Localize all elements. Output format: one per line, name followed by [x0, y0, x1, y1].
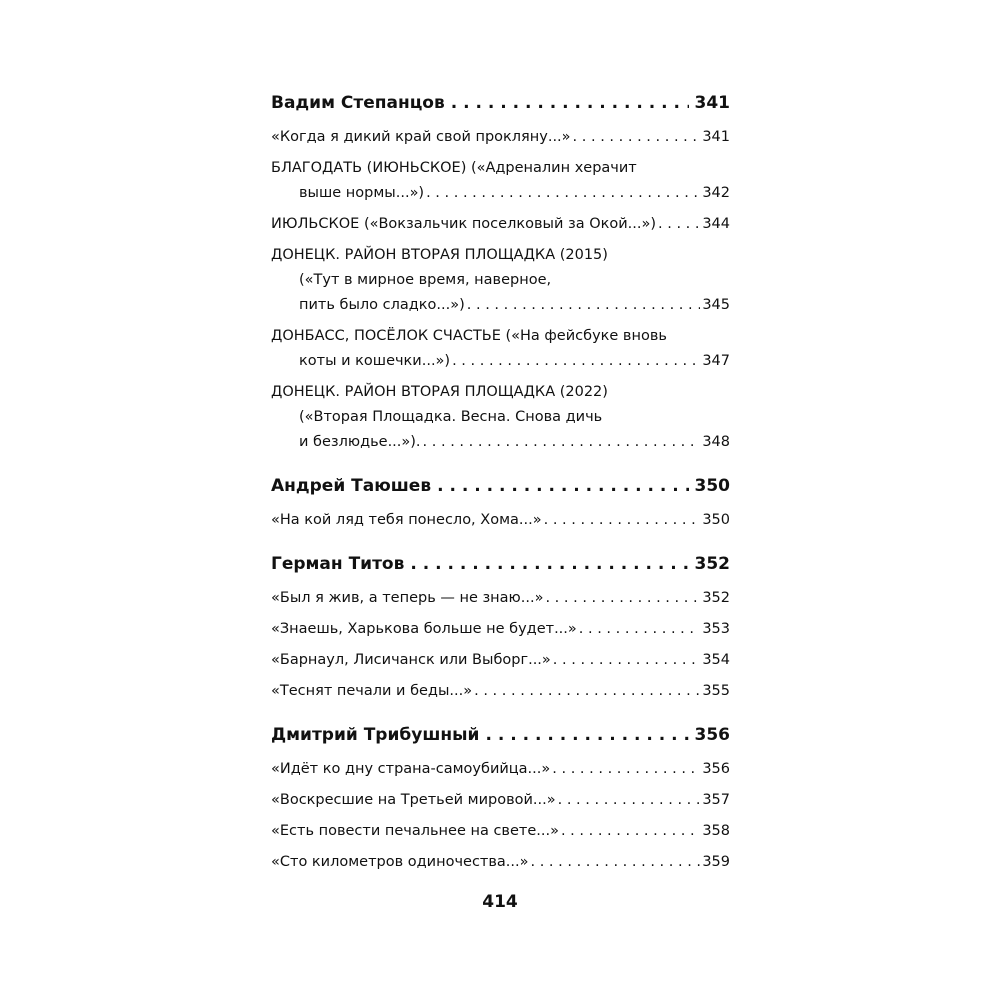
toc-entry — [271, 508, 730, 533]
entry-title-row — [271, 850, 730, 875]
page-number: 414 — [482, 892, 518, 912]
toc-entry — [271, 788, 730, 813]
entry-title-row — [271, 757, 730, 782]
toc-entry — [271, 156, 730, 206]
author-name: Герман Титов — [271, 554, 405, 574]
entry-page-number: 350 — [702, 512, 730, 528]
toc-entry — [271, 757, 730, 782]
entry-title-line: «Теснят печали и беды...» — [271, 683, 473, 699]
entry-title-line: «Барнаул, Лисичанск или Выборг...» — [271, 652, 551, 668]
author-heading — [271, 551, 730, 578]
entry-title-line: ДОНЕЦК. РАЙОН ВТОРАЯ ПЛОЩАДКА (2022) — [271, 384, 608, 400]
entry-page-number: 347 — [702, 353, 730, 369]
leader-dots — [552, 757, 700, 782]
author-heading — [271, 473, 730, 500]
table-of-contents — [271, 90, 730, 881]
entry-page-number: 344 — [702, 216, 730, 232]
leader-dots — [474, 679, 700, 704]
toc-entry — [271, 648, 730, 673]
leader-dots — [545, 586, 700, 611]
entry-title-line: выше нормы...») — [299, 185, 425, 201]
entry-title-line: «Идёт ко дну страна-самоубийца...» — [271, 761, 551, 777]
author-page-number: 356 — [694, 725, 730, 745]
entry-page-number: 359 — [702, 854, 730, 870]
entry-title-line: «Когда я дикий край свой прокляну...» — [271, 129, 571, 145]
toc-entry — [271, 679, 730, 704]
entry-title-row — [271, 181, 730, 206]
entry-title-line: «Воскресшие на Третьей мировой...» — [271, 792, 556, 808]
entry-title-row — [271, 586, 730, 611]
entry-title-line: ДОНБАСС, ПОСЁЛОК СЧАСТЬЕ («На фейсбуке вновь — [271, 328, 667, 344]
toc-entry — [271, 850, 730, 875]
leader-dots — [437, 473, 688, 500]
author-page-number: 350 — [694, 476, 730, 496]
leader-dots — [426, 181, 700, 206]
toc-entry — [271, 125, 730, 150]
leader-dots — [658, 212, 700, 237]
entry-title-line: («Вторая Площадка. Весна. Снова дичь — [299, 409, 603, 425]
author-page-number: 352 — [694, 554, 730, 574]
author-name: Андрей Таюшев — [271, 476, 432, 496]
entry-title-line: ДОНЕЦК. РАЙОН ВТОРАЯ ПЛОЩАДКА (2015) — [271, 247, 608, 263]
entry-title-row — [271, 508, 730, 533]
entry-title-row — [271, 212, 730, 237]
leader-dots — [467, 293, 701, 318]
entry-title-row — [271, 648, 730, 673]
toc-entry — [271, 819, 730, 844]
toc-entry — [271, 380, 730, 455]
entry-title-row — [271, 679, 730, 704]
entry-page-number: 348 — [702, 434, 730, 450]
entry-page-number: 356 — [702, 761, 730, 777]
entry-page-number: 352 — [702, 590, 730, 606]
entry-page-number: 342 — [702, 185, 730, 201]
leader-dots — [451, 90, 689, 117]
entry-page-number: 341 — [702, 129, 730, 145]
entry-title-line: «Был я жив, а теперь — не знаю...» — [271, 590, 544, 606]
entry-page-number: 354 — [702, 652, 730, 668]
entry-page-number: 345 — [702, 297, 730, 313]
leader-dots — [561, 819, 700, 844]
author-heading — [271, 722, 730, 749]
entry-title-row — [271, 430, 730, 455]
leader-dots — [423, 430, 701, 455]
author-page-number: 341 — [694, 93, 730, 113]
leader-dots — [452, 349, 700, 374]
toc-entry — [271, 324, 730, 374]
leader-dots — [410, 551, 688, 578]
entry-page-number: 353 — [702, 621, 730, 637]
entry-page-number: 358 — [702, 823, 730, 839]
entry-title-row — [271, 293, 730, 318]
author-name: Вадим Степанцов — [271, 93, 445, 113]
leader-dots — [573, 125, 701, 150]
entry-page-number: 357 — [702, 792, 730, 808]
entry-title-row — [271, 788, 730, 813]
leader-dots — [553, 648, 701, 673]
entry-title-row — [271, 819, 730, 844]
author-heading — [271, 90, 730, 117]
toc-entry — [271, 243, 730, 318]
entry-title-row — [271, 125, 730, 150]
leader-dots — [485, 722, 688, 749]
leader-dots — [558, 788, 701, 813]
entry-title-row — [271, 617, 730, 642]
entry-title-line: и безлюдье...»). — [299, 434, 421, 450]
leader-dots — [544, 508, 701, 533]
toc-entry — [271, 586, 730, 611]
entry-title-line: «Сто километров одиночества...» — [271, 854, 529, 870]
entry-title-line: пить было сладко...») — [299, 297, 465, 313]
entry-title-line: «Знаешь, Харькова больше не будет...» — [271, 621, 577, 637]
entry-title-line: «На кой ляд тебя понесло, Хома...» — [271, 512, 542, 528]
author-name: Дмитрий Трибушный — [271, 725, 480, 745]
entry-page-number: 355 — [702, 683, 730, 699]
entry-title-line: «Есть повести печальнее на свете...» — [271, 823, 559, 839]
leader-dots — [579, 617, 701, 642]
entry-title-line: коты и кошечки...») — [299, 353, 451, 369]
entry-title-line: БЛАГОДАТЬ (ИЮНЬСКОЕ) («Адреналин херачит — [271, 160, 637, 176]
entry-title-line: («Тут в мирное время, наверное, — [299, 272, 552, 288]
toc-entry — [271, 617, 730, 642]
toc-entry — [271, 212, 730, 237]
leader-dots — [531, 850, 701, 875]
entry-title-line: ИЮЛЬСКОЕ («Вокзальчик поселковый за Окой...») — [271, 216, 657, 232]
entry-title-row — [271, 349, 730, 374]
